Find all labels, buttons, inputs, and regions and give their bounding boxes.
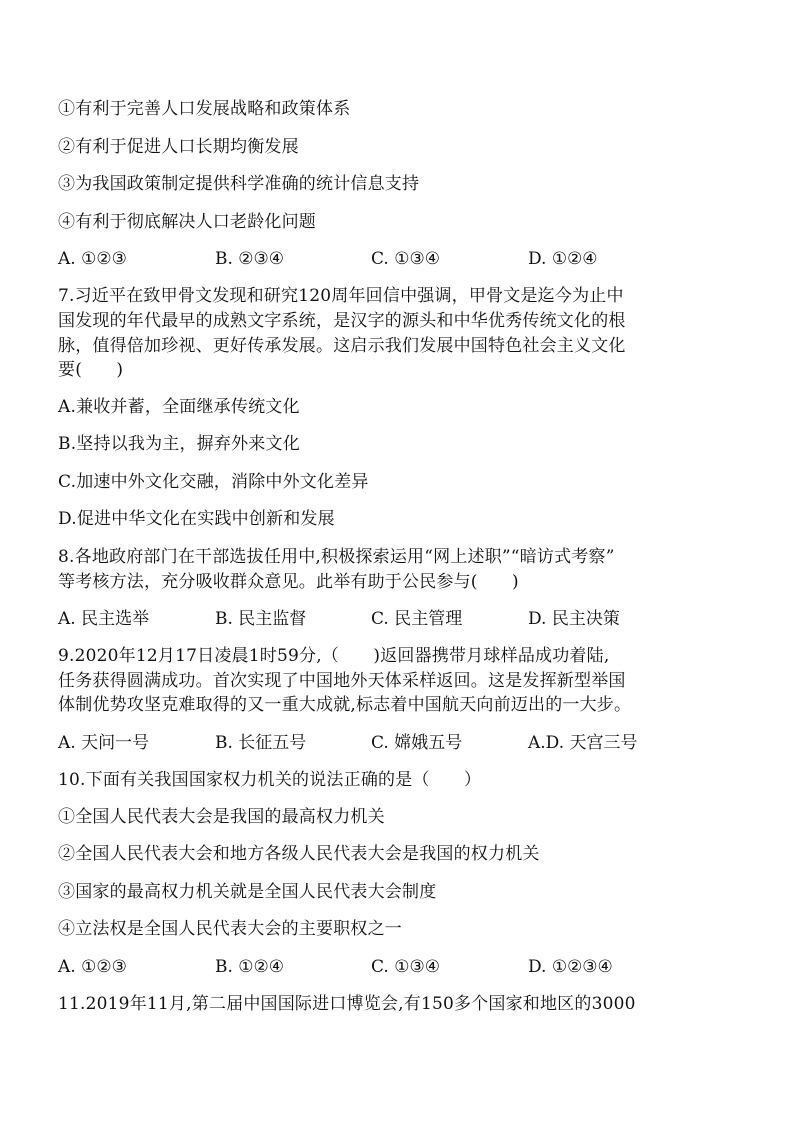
- q10-option-a[interactable]: A. ①②③: [58, 957, 127, 977]
- q10-item-3: ③国家的最高权力机关就是全国人民代表大会制度: [58, 882, 437, 902]
- q6-item-2: ②有利于促进人口长期均衡发展: [58, 137, 299, 157]
- q7-stem-line-1: 7.习近平在致甲骨文发现和研究120周年回信中强调，甲骨文是迄今为止中: [58, 286, 624, 306]
- q6-option-d[interactable]: D. ①②④: [528, 249, 598, 269]
- q9-stem-line-2: 任务获得圆满成功。首次实现了中国地外天体采样返回。这是发挥新型举国: [58, 671, 626, 691]
- q6-option-c[interactable]: C. ①③④: [371, 249, 440, 269]
- q8-stem-line-1: 8.各地政府部门在干部选拔任用中,积极探索运用“网上述职”“暗访式考察”: [58, 547, 615, 567]
- q7-option-c[interactable]: C.加速中外文化交融，消除中外文化差异: [58, 472, 369, 492]
- q11-stem-line-1: 11.2019年11月,第二届中国国际进口博览会,有150多个国家和地区的3000: [58, 994, 636, 1014]
- q9-option-c[interactable]: C. 嫦娥五号: [371, 733, 463, 753]
- q6-options: [58, 247, 758, 271]
- q6-item-4: ④有利于彻底解决人口老龄化问题: [58, 212, 316, 232]
- q6-item-3: ③为我国政策制定提供科学准确的统计信息支持: [58, 174, 420, 194]
- q10-item-1: ①全国人民代表大会是我国的最高权力机关: [58, 807, 385, 827]
- q6-option-b[interactable]: B. ②③④: [215, 249, 285, 269]
- q10-item-4: ④立法权是全国人民代表大会的主要职权之一: [58, 919, 402, 939]
- q7-option-a[interactable]: A.兼收并蓄，全面继承传统文化: [58, 397, 300, 417]
- q7-option-b[interactable]: B.坚持以我为主，摒弃外来文化: [58, 434, 300, 454]
- q9-option-a[interactable]: A. 天问一号: [58, 733, 150, 753]
- q7-option-d[interactable]: D.促进中华文化在实践中创新和发展: [58, 509, 335, 529]
- q8-option-c[interactable]: C. 民主管理: [371, 609, 463, 629]
- q10-option-d[interactable]: D. ①②③④: [528, 957, 613, 977]
- q9-options: [58, 731, 758, 755]
- q10-options: [58, 955, 758, 979]
- q7-stem-line-3: 脉，值得倍加珍视、更好传承发展。这启示我们发展中国特色社会主义文化: [58, 336, 626, 356]
- q7-stem-line-4: 要( ): [58, 360, 124, 380]
- q8-option-d[interactable]: D. 民主决策: [528, 609, 620, 629]
- q8-options: [58, 607, 758, 631]
- q10-stem: 10.下面有关我国国家权力机关的说法正确的是（ ）: [58, 770, 482, 790]
- q9-option-d[interactable]: A.D. 天宫三号: [528, 733, 638, 753]
- q9-stem-line-3: 体制优势攻坚克难取得的又一重大成就,标志着中国航天向前迈出的一大步。: [58, 695, 632, 715]
- q9-option-b[interactable]: B. 长征五号: [215, 733, 307, 753]
- q10-option-c[interactable]: C. ①③④: [371, 957, 440, 977]
- q8-option-b[interactable]: B. 民主监督: [215, 609, 307, 629]
- q10-item-2: ②全国人民代表大会和地方各级人民代表大会是我国的权力机关: [58, 844, 540, 864]
- q8-stem-line-2: 等考核方法，充分吸收群众意见。此举有助于公民参与( ): [58, 572, 519, 592]
- q6-item-1: ①有利于完善人口发展战略和政策体系: [58, 99, 351, 119]
- q8-option-a[interactable]: A. 民主选举: [58, 609, 150, 629]
- q6-option-a[interactable]: A. ①②③: [58, 249, 127, 269]
- q10-option-b[interactable]: B. ①②④: [215, 957, 285, 977]
- q9-stem-line-1: 9.2020年12月17日凌晨1时59分,（ )返回器携带月球样品成功着陆,: [58, 646, 610, 666]
- q7-stem-line-2: 国发现的年代最早的成熟文字系统，是汉字的源头和中华优秀传统文化的根: [58, 311, 626, 331]
